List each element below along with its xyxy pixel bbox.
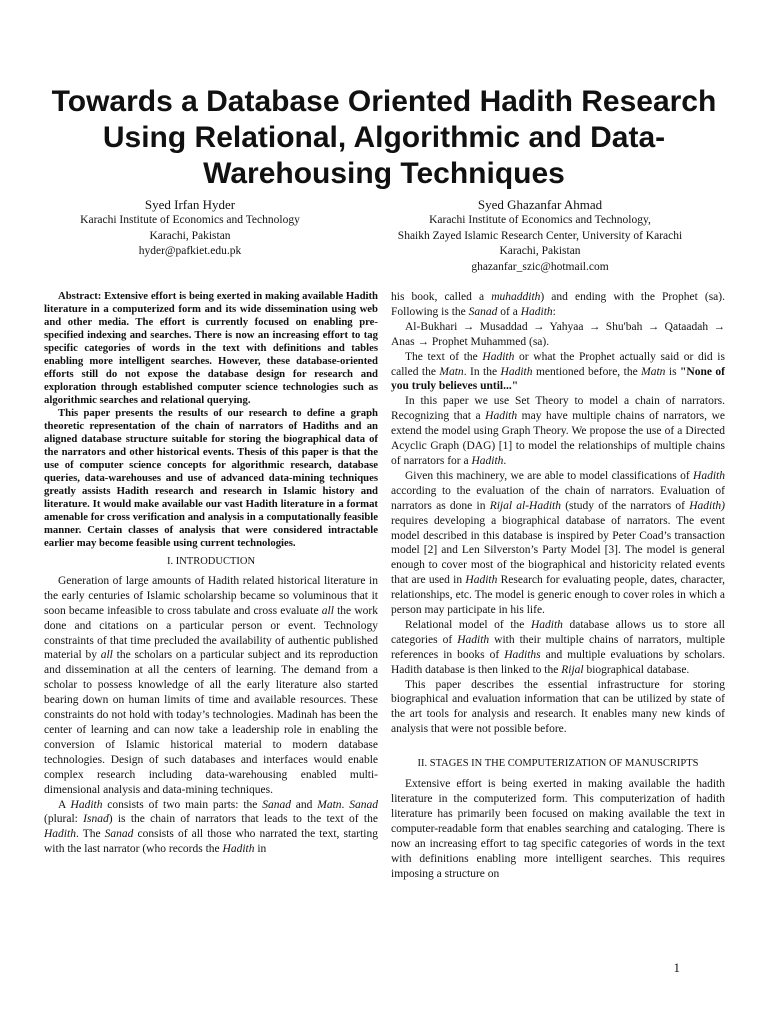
body-paragraph: This paper describes the essential infrastructure for storing biographical and evaluation information that can be utilized by state of the art tools for analysis and research. It enables many new kinds of analysis that were not possible before. [391,678,725,736]
body-paragraph: In this paper we use Set Theory to model a chain of narrators. Recognizing that a Hadith may have multiple chains of narrators, we extend the model using Graph Theory. We propose the use of a Directed Acyclic Graph (DAG) [1] to model the relationships of multiple chains of narrators for a Hadith. [391,395,725,467]
author-email: hyder@pafkiet.edu.pk [138,245,242,257]
author-name: Syed Irfan Hyder [144,197,236,212]
author-block-1 [20,196,360,260]
paper-title: Towards a Database Oriented Hadith Research Using Relational, Algorithmic and Data-Warehousing Techniques [51,85,717,190]
author-affiliation-2: Shaikh Zayed Islamic Research Center, University of Karachi [397,229,683,242]
body-paragraph: Extensive effort is being exerted in making available the hadith literature in the computerized form. This computerization of hadith literature has primarily been focused on making available the text in computer-readable form that enables searching and cataloging. There is now an increasing effort to tag specific categories of words in the text with definitions enabling more intelligent searches. This requires imposing a structure on [391,778,725,880]
author-location: Karachi, Pakistan [149,229,231,242]
abstract-label: Abstract: [58,290,102,302]
abstract-paragraph-1: Abstract: Extensive effort is being exerted in making available Hadith literature in a computerized form and its wide dissemination using web and other media. The effort is currently focused on enabling pre-specified indexing and searches. There is now an increasing effort to tag specific categories of words in the text with definitions and tables enabling more intelligent searches. However, these database-oriented efforts still do not expose the database design for research and exploration through established computer science technologies such as algorithmic searches and relational querying. [44,290,378,406]
body-paragraph: Relational model of the Hadith database allows us to store all categories of Hadith with their multiple chains of narrators, multiple references in books of Hadiths and multiple evaluations by scholars. Hadith database is then linked to the Rijal biographical database. [391,618,725,676]
author-location: Karachi, Pakistan [499,245,581,257]
body-paragraph: The text of the Hadith or what the Prophet actually said or did is called the Matn. In the Hadith mentioned before, the Matn is "None of you truly believes until..." [391,350,725,393]
narrator-chain: Al-Bukhari → Musaddad → Yahyaa → Shu'bah → Qataadah → Anas → Prophet Muhammed (sa). [391,320,725,348]
page-number: 1 [673,960,680,975]
author-affiliation: Karachi Institute of Economics and Technology [80,214,300,226]
author-email: ghazanfar_szic@hotmail.com [471,260,609,273]
section-heading: I. INTRODUCTION [166,556,256,567]
abstract [44,290,378,550]
author-block-2 [350,196,730,275]
body-paragraph: Generation of large amounts of Hadith related historical literature in the early centuries of Islamic scholarship became so voluminous that it soon became infeasible to cross tabulate and cross evaluate all the work done and citations on a particular person or event. Technology constraints of that time precluded the availability of authentic published material by all the scholars on a particular subject and its reproduction and dissemination at all the centers of learning. The demand from a scholar to possess knowledge of all the early literature also started bearing down on human limits of time and available resources. These constraints do not hold with today’s technologies. Madinah has been the center of learning and can now take a leadership role in enabling the conversion of Islamic historical material to modern database technologies. Design of such databases and interfaces would enable complex research including data-warehousing enabled multi-dimensional analysis and data-mining techniques. [44,574,378,796]
body-paragraph: Given this machinery, we are able to model classifications of Hadith according to the evaluation of the chain of narrators. Evaluation of narrators as done in Rijal al-Hadith (study of the narrators of Hadith) requires developing a biographical database of narrators. The event model described in this database is inspired by Peter Coad’s transaction model [2] and Len Silverston’s Party Model [3]. The model is general enough to cover most of the biographical and historicity related events that are used in Hadith Research for evaluating people, dates, character, relationships, etc. The model is generic enough to cover roles in which a person may participate in his life. [391,469,725,617]
author-name: Syed Ghazanfar Ahmad [477,197,603,212]
body-paragraph: his book, called a muhaddith) and ending with the Prophet (sa). Following is the Sanad of a Hadith: [391,291,725,318]
author-affiliation: Karachi Institute of Economics and Technology, [429,214,651,226]
abstract-paragraph-2: This paper presents the results of our research to define a graph theoretic representation of the chain of narrators of Hadiths and an aligned database structure suitable for storing the biographical data of the narrators and other historical events. Thesis of this paper is that the use of computer science concepts for algorithmic research, database queries, data-warehouses and use of advanced data-mining techniques greatly assists Hadith research and research in Islamic history and literature. It would make available our vast Hadith literature in a format amenable for cross verification and analysis in a computationally feasible manner. Certain classes of analysis that were considered intractable earlier may become feasible using current technologies. [44,407,378,549]
section-heading: II. STAGES IN THE COMPUTERIZATION OF MANUSCRIPTS [417,758,699,770]
right-column [391,290,725,881]
body-paragraph: A Hadith consists of two main parts: the Sanad and Matn. Sanad (plural: Isnad) is the chain of narrators that leads to the text of the Hadith. The Sanad consists of all those who narrated the text, starting with the last narrator (who records the Hadith in [44,798,379,856]
left-column [44,290,378,857]
